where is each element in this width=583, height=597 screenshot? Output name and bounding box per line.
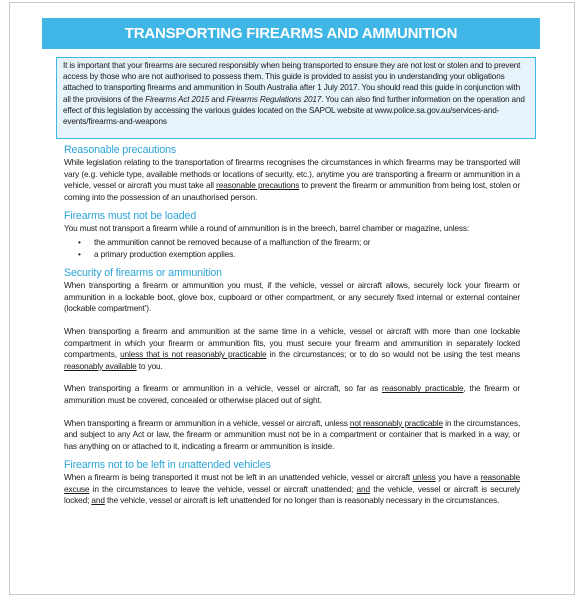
intro-conjunction: and	[209, 94, 227, 104]
underlined-term: not reasonably practicable	[349, 417, 443, 428]
section-reasonable-precautions	[64, 143, 520, 203]
section-heading: Firearms must not be loaded	[64, 210, 197, 223]
list-item-text: the ammunition cannot be removed because of a malfunction of the firearm; or	[94, 236, 371, 247]
text-run: When transporting a firearm and ammunition at the same time in a vehicle, vessel or aircraft with more than one lockable compartment in which your firearm or ammunition fits, you must secure your firearm and ammunition in separately locked compartments,	[64, 325, 520, 360]
underlined-term: reasonably available	[64, 360, 137, 371]
text-run: While legislation relating to the transportation of firearms recognises the circumstances in which firearms may be transported will vary (e.g. vehicle type, available methods or locations of security, etc.), anytime you are transporting a firearm or ammunition in a vehicle, vessel or aircraft you must take all	[64, 157, 520, 191]
text-run: , the firearm or ammunition must be covered, concealed or otherwise placed out of sight.	[64, 383, 521, 405]
underlined-term: and	[356, 483, 370, 494]
section-security	[64, 266, 520, 452]
section-heading: Reasonable precautions	[64, 144, 177, 156]
text-run: When transporting a firearm or ammunition in a vehicle, vessel or aircraft, unless	[64, 417, 350, 428]
text-run: you have a	[435, 472, 481, 483]
text-run: to you.	[136, 360, 163, 371]
underlined-term: reasonably practicable	[382, 383, 464, 394]
section-unattended	[64, 458, 520, 507]
section-paragraph: You must not transport a firearm while a round of ammunition is in the breech, barrel chamber or magazine, unless:	[64, 223, 470, 234]
section-paragraph	[64, 383, 520, 406]
text-run: in the circumstances, and subject to any Act or law, the firearm or ammunition must not be in a compartment or container that is marked in a way, or has anything on or attached to it, indicating a firearm or ammunition is inside.	[64, 417, 520, 451]
section-paragraph	[64, 326, 520, 372]
section-paragraph	[64, 418, 520, 453]
intro-text: It is important that your firearms are secured responsibly when being transported to ensure they are not lost or stolen and to prevent access by those who are not authorised to possess them. This guide is provided to assist you in understanding your obligations attached to transporting firearms and ammunition in South Australia after 1 July 2017. You should read this guide in conjunction with all the provisions of the	[63, 61, 521, 104]
text-run: When a firearm is being transported it must not be left in an unattended vehicle, vessel or aircraft	[64, 472, 413, 483]
intro-box	[56, 57, 536, 139]
underlined-term: reasonable excuse	[64, 472, 521, 494]
underlined-term: unless that is not reasonably practicable	[120, 349, 267, 360]
section-not-loaded	[64, 209, 520, 260]
underlined-term: and	[91, 495, 105, 506]
regulations-title: Firearms Regulations 2017	[226, 94, 322, 104]
section-paragraph	[64, 157, 520, 203]
document-body	[64, 143, 520, 513]
list-item-text: a primary production exemption applies.	[94, 248, 236, 259]
intro-text-end: . You can also find further information on the operation and effect of this legislation by accessing the various guides located on the SAPOL website at www.police.sa.gov.au/services-and-events/firearms-and-weapons	[63, 94, 525, 127]
paragraph-gap	[64, 315, 520, 326]
section-heading: Security of firearms or ammunition	[64, 267, 222, 280]
underlined-term: reasonable precautions	[216, 180, 300, 191]
act-title: Firearms Act 2015	[145, 94, 210, 104]
text-run: in the circumstances to leave the vehicle, vessel or aircraft unattended;	[89, 483, 357, 494]
text-run: the vehicle, vessel or aircraft is left unattended for no longer than is reasonably necessary in the circumstances.	[104, 495, 500, 506]
section-heading: Firearms not to be left in unattended vehicles	[64, 459, 271, 472]
list-item	[64, 237, 520, 249]
bullet-list	[64, 237, 520, 260]
text-run: the vehicle, vessel or aircraft is securely locked;	[64, 483, 520, 506]
text-run: to prevent the firearm or ammunition from being lost, stolen or coming into the possession of an unauthorised person.	[64, 180, 521, 202]
text-run: When transporting a firearm or ammunition in a vehicle, vessel or aircraft, so far as	[64, 383, 383, 394]
list-item	[64, 249, 520, 261]
bullet-icon: •	[78, 236, 81, 247]
paragraph-gap	[64, 372, 520, 383]
underlined-term: unless	[412, 472, 436, 483]
paragraph-gap	[64, 407, 520, 418]
section-paragraph: When transporting a firearm or ammunition you must, if the vehicle, vessel or aircraft allows, securely lock your firearm or ammunition in a lockable boot, glove box, cupboard or other compartment, or any securely fixed internal or external container (lockable compartment').	[64, 280, 520, 314]
page-title: TRANSPORTING FIREARMS AND AMMUNITION	[42, 18, 540, 49]
section-paragraph	[64, 472, 520, 507]
bullet-icon: •	[78, 248, 81, 259]
text-run: in the circumstances; or to do so would not be using the test means	[266, 349, 521, 360]
